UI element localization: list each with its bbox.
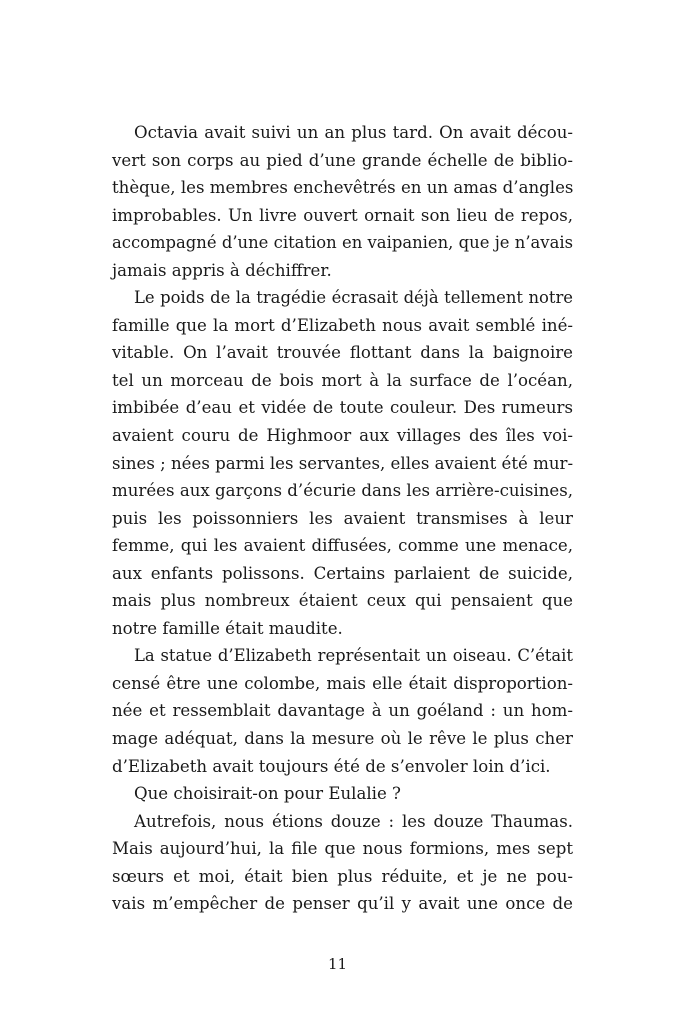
page-body — [112, 119, 573, 918]
text-line: tel un morceau de bois mort à la surface de l’océan, — [112, 370, 573, 390]
text-line: imbibée d’eau et vidée de toute couleur. Des rumeurs — [112, 398, 573, 418]
text-line: femme, qui les avaient diffusées, comme une menace, — [112, 536, 573, 556]
text-line: Que choisirait-on pour Eulalie ? — [134, 784, 401, 804]
text-line: famille que la mort d’Elizabeth nous avait semblé iné- — [112, 315, 573, 335]
page-number: 11 — [327, 955, 348, 973]
text-line: vert son corps au pied d’une grande échelle de biblio- — [112, 150, 573, 170]
text-line: sines ; nées parmi les servantes, elles avaient été mur- — [112, 453, 574, 473]
text-line: Octavia avait suivi un an plus tard. On avait décou- — [134, 123, 573, 142]
text-line: d’Elizabeth avait toujours été de s’envoler loin d’ici. — [112, 756, 551, 776]
text-line: improbables. Un livre ouvert ornait son lieu de repos, — [112, 205, 573, 225]
text-line: vitable. On l’avait trouvée flottant dans la baignoire — [112, 343, 573, 363]
text-line: Autrefois, nous étions douze : les douze Thaumas. — [134, 811, 573, 831]
text-line: Le poids de la tragédie écrasait déjà tellement notre — [134, 288, 573, 308]
text-line: jamais appris à déchiffrer. — [112, 260, 332, 280]
text-line: aux enfants polissons. Certains parlaient de suicide, — [112, 563, 573, 583]
text-line: avaient couru de Highmoor aux villages des îles voi- — [112, 426, 573, 446]
paragraph — [112, 642, 573, 780]
text-line: La statue d’Elizabeth représentait un oiseau. C’était — [134, 646, 573, 666]
paragraph — [112, 780, 573, 808]
text-line: mais plus nombreux étaient ceux qui pensaient que — [112, 591, 573, 611]
text-line: accompagné d’une citation en vaipanien, que je n’avais — [112, 233, 573, 253]
text-line: censé être une colombe, mais elle était disproportion- — [112, 673, 573, 693]
text-line: sœurs et moi, était bien plus réduite, et je ne pou- — [112, 866, 573, 886]
text-line: née et ressemblait davantage à un goéland : un hom- — [112, 701, 573, 721]
text-line: notre famille était maudite. — [112, 618, 343, 638]
text-line: thèque, les membres enchevêtrés en un amas d’angles — [112, 178, 574, 198]
text-line: vais m’empêcher de penser qu’il y avait une once de — [112, 894, 573, 914]
paragraph — [112, 284, 573, 642]
text-line: mage adéquat, dans la mesure où le rêve le plus cher — [112, 729, 573, 749]
text-line: Mais aujourd’hui, la file que nous formions, mes sept — [112, 839, 573, 859]
text-line: murées aux garçons d’écurie dans les arrière-cuisines, — [112, 481, 573, 501]
text-line: puis les poissonniers les avaient transmises à leur — [112, 508, 573, 528]
paragraph — [112, 119, 573, 284]
paragraph — [112, 808, 573, 918]
